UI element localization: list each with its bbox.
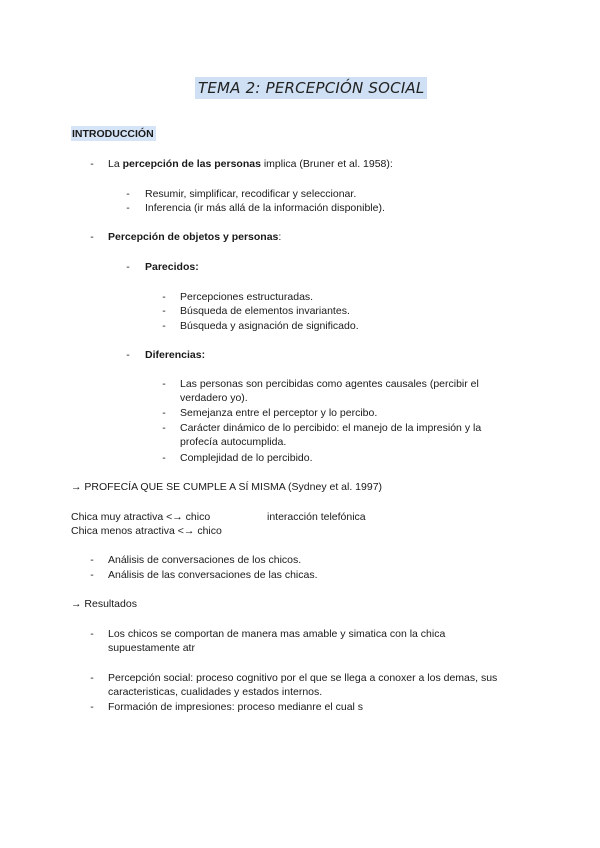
bullet-dash: - bbox=[162, 378, 166, 390]
list-item: Semejanza entre el perceptor y lo percibo. bbox=[180, 407, 378, 419]
bullet-dash: - bbox=[126, 202, 130, 214]
list-item: Carácter dinámico de lo percibido: el manejo de la impresión y la profecía autocumplida. bbox=[180, 422, 482, 448]
item-bold-text: Diferencias: bbox=[145, 349, 206, 361]
list-item: Inferencia (ir más allá de la información disponible). bbox=[145, 202, 385, 214]
list-item: Búsqueda y asignación de significado. bbox=[180, 320, 359, 332]
list-item: Análisis de las conversaciones de las chicas. bbox=[108, 569, 318, 581]
bullet-dash: - bbox=[90, 701, 94, 713]
bullet-dash: - bbox=[126, 188, 130, 200]
section-heading-introduccion: INTRODUCCIÓN bbox=[72, 128, 154, 140]
interaccion-telefonica-label: interacción telefónica bbox=[267, 511, 366, 523]
bullet-dash: - bbox=[162, 407, 166, 419]
bullet-dash: - bbox=[126, 261, 130, 273]
bullet-dash: - bbox=[162, 452, 166, 464]
chica-muy-atractiva-line: Chica muy atractiva <→ chico bbox=[71, 511, 211, 523]
list-item: Análisis de conversaciones de los chicos. bbox=[108, 554, 302, 566]
resultados-heading: → Resultados bbox=[71, 598, 137, 610]
bullet-dash: - bbox=[90, 672, 94, 684]
bullet-dash: - bbox=[90, 554, 94, 566]
item-bold-text: Percepción de objetos y personas bbox=[108, 231, 279, 243]
bullet-dash: - bbox=[90, 628, 94, 640]
list-item: Búsqueda de elementos invariantes. bbox=[180, 305, 350, 317]
list-item: Formación de impresiones: proceso medianre el cual s bbox=[108, 701, 364, 713]
list-item-objetos-personas bbox=[108, 230, 281, 244]
bullet-dash: - bbox=[162, 305, 166, 317]
profecia-heading: → PROFECÍA QUE SE CUMPLE A SÍ MISMA (Sydney et al. 1997) bbox=[71, 481, 383, 493]
page-title: TEMA 2: PERCEPCIÓN SOCIAL bbox=[195, 77, 427, 99]
bullet-dash: - bbox=[90, 569, 94, 581]
item-text: implica (Bruner et al. 1958): bbox=[260, 158, 393, 170]
item-bold-text: percepción de las personas bbox=[122, 158, 261, 170]
subheading-parecidos bbox=[145, 260, 199, 274]
list-item: Percepciones estructuradas. bbox=[180, 291, 314, 303]
list-item: Resumir, simplificar, recodificar y seleccionar. bbox=[145, 188, 357, 200]
item-text: : bbox=[278, 231, 282, 243]
subheading-diferencias bbox=[145, 348, 205, 362]
list-item: Las personas son percibidas como agentes causales (percibir el verdadero yo). bbox=[180, 378, 479, 404]
bullet-dash: - bbox=[162, 422, 166, 434]
item-text: La bbox=[108, 158, 123, 170]
item-bold-text: Parecidos: bbox=[145, 261, 199, 273]
list-item: Los chicos se comportan de manera mas amable y simatica con la chica supuestamente atr bbox=[108, 628, 446, 654]
bullet-dash: - bbox=[90, 231, 94, 243]
bullet-dash: - bbox=[162, 291, 166, 303]
chica-menos-atractiva-line: Chica menos atractiva <→ chico bbox=[71, 525, 222, 537]
list-item: Complejidad de lo percibido. bbox=[180, 452, 313, 464]
bullet-dash: - bbox=[90, 158, 94, 170]
bullet-dash: - bbox=[126, 349, 130, 361]
list-item-percepcion-personas bbox=[108, 157, 393, 171]
bullet-dash: - bbox=[162, 320, 166, 332]
list-item: Percepción social: proceso cognitivo por el que se llega a conoxer a los demas, sus caracteristicas, cualidades y estados internos. bbox=[108, 672, 498, 698]
